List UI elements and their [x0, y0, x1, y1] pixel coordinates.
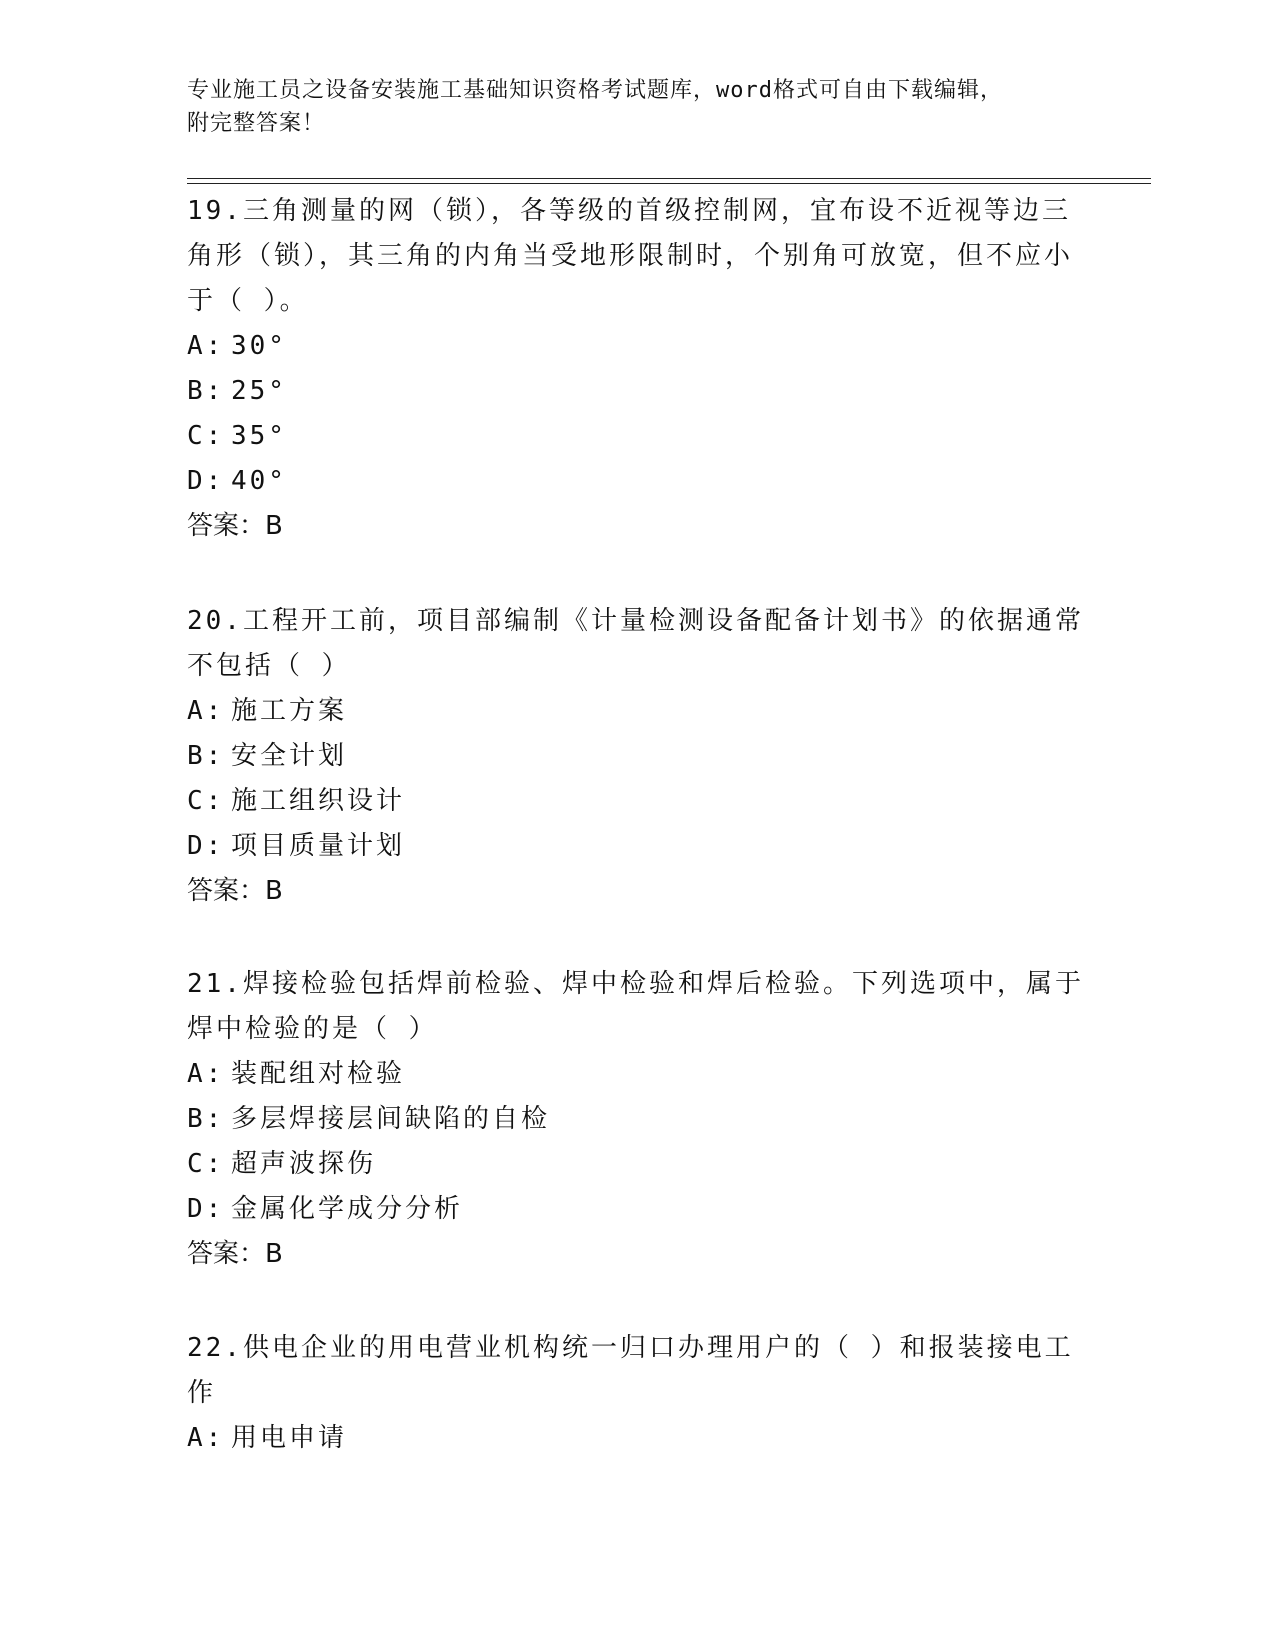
header-line-1: 专业施工员之设备安装施工基础知识资格考试题库，word格式可自由下载编辑， — [187, 78, 1003, 103]
option-letter: B: — [187, 741, 225, 771]
option-text: 多层焊接层间缺陷的自检 — [231, 1104, 551, 1134]
option-letter: C: — [187, 786, 225, 816]
answer-line: 答案：B — [187, 1239, 283, 1269]
option-letter: D: — [187, 831, 225, 861]
option-letter: A: — [187, 696, 225, 726]
option-b — [187, 734, 1087, 779]
option-b — [187, 1097, 1087, 1142]
option-letter: B: — [187, 1104, 225, 1134]
option-text: 35° — [231, 421, 287, 451]
option-a — [187, 689, 1087, 734]
option-a — [187, 1416, 1087, 1461]
option-a — [187, 324, 1087, 369]
document-header — [187, 74, 1067, 140]
option-letter: D: — [187, 466, 225, 496]
option-a — [187, 1052, 1087, 1097]
option-letter: C: — [187, 1149, 225, 1179]
question-19 — [187, 189, 1087, 549]
option-text: 施工组织设计 — [231, 786, 406, 816]
header-divider-top — [187, 178, 1151, 179]
option-text: 30° — [231, 331, 287, 361]
question-20 — [187, 599, 1087, 914]
header-line-2: 附完整答案！ — [187, 111, 326, 136]
option-letter: D: — [187, 1194, 225, 1224]
option-d — [187, 459, 1087, 504]
question-text: 20.工程开工前，项目部编制《计量检测设备配备计划书》的依据通常不包括（ ） — [187, 606, 1084, 681]
option-letter: A: — [187, 1059, 225, 1089]
option-text: 25° — [231, 376, 287, 406]
option-text: 安全计划 — [231, 741, 348, 771]
header-divider-bottom — [187, 183, 1151, 184]
option-letter: A: — [187, 331, 225, 361]
option-letter: B: — [187, 376, 225, 406]
option-text: 装配组对检验 — [231, 1059, 406, 1089]
option-text: 金属化学成分分析 — [231, 1194, 464, 1224]
option-text: 超声波探伤 — [231, 1149, 377, 1179]
question-text: 22.供电企业的用电营业机构统一归口办理用户的（ ）和报装接电工作 — [187, 1333, 1074, 1408]
question-text: 21.焊接检验包括焊前检验、焊中检验和焊后检验。下列选项中，属于焊中检验的是（ ） — [187, 969, 1084, 1044]
question-22 — [187, 1326, 1087, 1461]
option-c — [187, 1142, 1087, 1187]
option-text: 40° — [231, 466, 287, 496]
option-c — [187, 414, 1087, 459]
option-letter: A: — [187, 1423, 225, 1453]
option-d — [187, 824, 1087, 869]
option-text: 用电申请 — [231, 1423, 348, 1453]
option-text: 项目质量计划 — [231, 831, 406, 861]
answer-line: 答案：B — [187, 511, 283, 541]
option-d — [187, 1187, 1087, 1232]
question-21 — [187, 962, 1087, 1277]
option-letter: C: — [187, 421, 225, 451]
option-b — [187, 369, 1087, 414]
option-c — [187, 779, 1087, 824]
answer-line: 答案：B — [187, 876, 283, 906]
option-text: 施工方案 — [231, 696, 348, 726]
question-text: 19.三角测量的网（锁），各等级的首级控制网，宜布设不近视等边三角形（锁），其三角的内角当受地形限制时，个别角可放宽，但不应小于（ ）。 — [187, 196, 1074, 316]
